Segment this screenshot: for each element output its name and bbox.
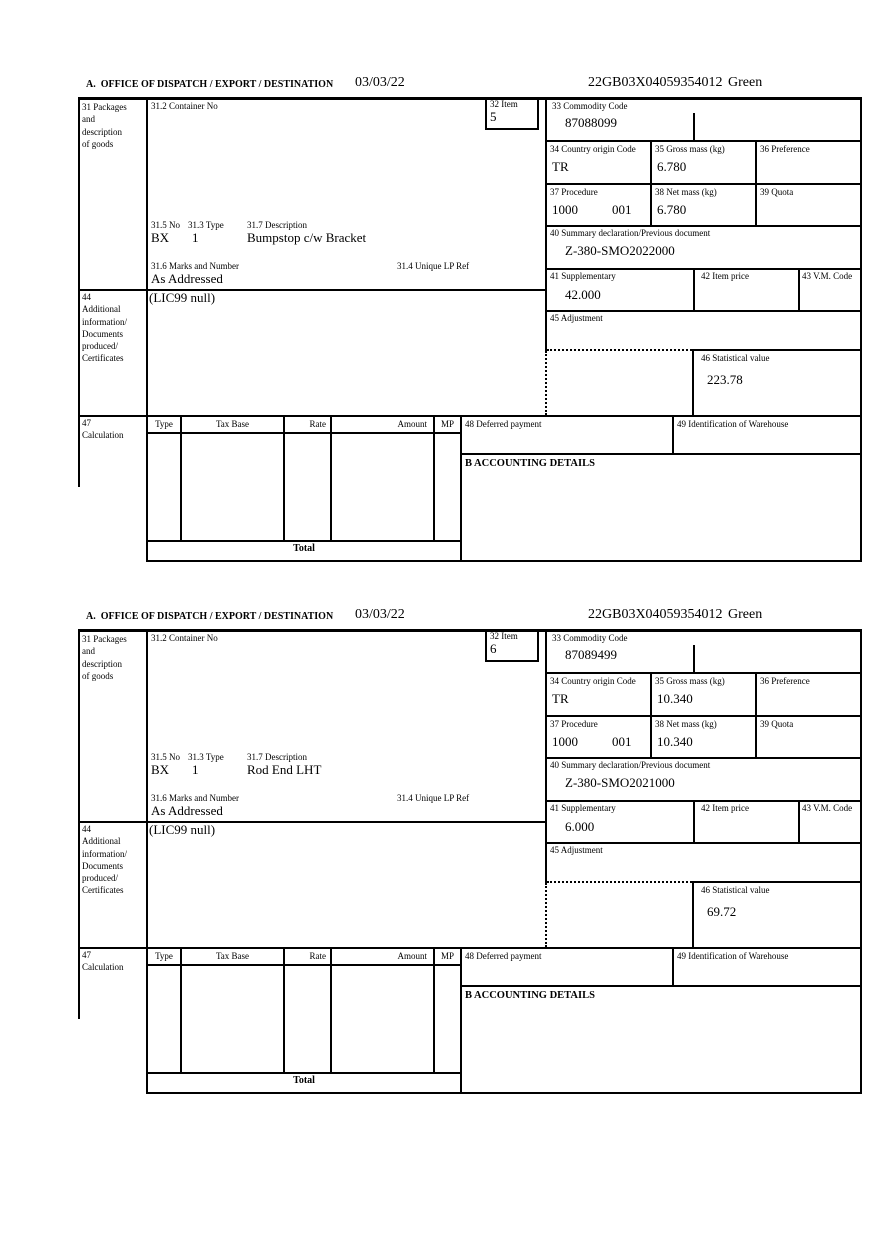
box40-bottom-line bbox=[545, 800, 862, 802]
procedure-value-2: 001 bbox=[612, 734, 632, 749]
calculation-label: 47 Calculation bbox=[82, 418, 124, 441]
item-number-value: 5 bbox=[490, 109, 497, 124]
right-border-line bbox=[860, 629, 862, 1094]
box37-row-bottom-line bbox=[545, 757, 862, 759]
right-column-divider-dotted bbox=[545, 883, 547, 947]
top-border-line bbox=[78, 629, 862, 632]
box34-row-bottom-line bbox=[545, 183, 862, 185]
country-origin-label: 34 Country origin Code bbox=[550, 676, 636, 686]
dispatch-date: 03/03/22 bbox=[355, 607, 405, 622]
goods-description-label: 31.7 Description bbox=[247, 220, 307, 230]
declaration-item-section bbox=[0, 70, 882, 570]
box42-box43-divider bbox=[798, 268, 800, 310]
gross-mass-label: 35 Gross mass (kg) bbox=[655, 676, 725, 686]
net-mass-value: 10.340 bbox=[657, 734, 693, 749]
commodity-code-value: 87088099 bbox=[565, 115, 617, 130]
supplementary-label: 41 Supplementary bbox=[550, 803, 616, 813]
total-label: Total bbox=[293, 1075, 315, 1086]
country-origin-value: TR bbox=[552, 691, 569, 706]
additional-information-value: (LIC99 null) bbox=[149, 290, 216, 305]
marks-and-number-value: As Addressed bbox=[151, 271, 223, 286]
box41-row-bottom-line bbox=[545, 842, 862, 844]
item-number-value: 6 bbox=[490, 641, 497, 656]
packages-type-value: 1 bbox=[192, 762, 199, 777]
packages-type-value: 1 bbox=[192, 230, 199, 245]
item-label: 32 Item bbox=[490, 99, 518, 109]
packages-no-value: BX bbox=[151, 230, 170, 245]
box42-box43-divider bbox=[798, 800, 800, 842]
packages-no-label: 31.5 No bbox=[151, 752, 180, 762]
box34-box35-divider bbox=[650, 140, 652, 225]
box35-box36-divider bbox=[755, 140, 757, 225]
calc-col-amount: Amount bbox=[397, 951, 427, 961]
commodity-code-value: 87089499 bbox=[565, 647, 617, 662]
dispatch-date: 03/03/22 bbox=[355, 75, 405, 90]
statistical-value: 223.78 bbox=[707, 372, 743, 387]
declaration-reference: 22GB03X04059354012 bbox=[588, 607, 723, 622]
calc-cells-bottom-line bbox=[146, 540, 462, 542]
warehouse-id-label: 49 Identification of Warehouse bbox=[677, 951, 789, 961]
procedure-value-2: 001 bbox=[612, 202, 632, 217]
additional-information-label: 44 Additional information/ Documents produced/ Certificates bbox=[82, 292, 127, 364]
box46-left-line bbox=[692, 349, 694, 415]
supplementary-value: 42.000 bbox=[565, 287, 601, 302]
left-border-line bbox=[78, 97, 80, 487]
right-border-line bbox=[860, 97, 862, 562]
box41-box42-divider bbox=[693, 800, 695, 842]
calc-col-rate: Rate bbox=[309, 951, 326, 961]
commodity-code-label: 33 Commodity Code bbox=[552, 101, 628, 111]
country-origin-label: 34 Country origin Code bbox=[550, 144, 636, 154]
summary-declaration-label: 40 Summary declaration/Previous document bbox=[550, 760, 711, 770]
box47-row-top-line bbox=[78, 947, 862, 949]
vm-code-label: 43 V.M. Code bbox=[802, 271, 853, 281]
adjustment-label: 45 Adjustment bbox=[550, 845, 603, 855]
box46-top-line bbox=[692, 349, 862, 351]
deferred-payment-label: 48 Deferred payment bbox=[465, 951, 542, 961]
preference-label: 36 Preference bbox=[760, 676, 810, 686]
net-mass-label: 38 Net mass (kg) bbox=[655, 187, 717, 197]
box34-row-bottom-line bbox=[545, 715, 862, 717]
total-label: Total bbox=[293, 543, 315, 554]
net-mass-value: 6.780 bbox=[657, 202, 687, 217]
box33-bottom-line bbox=[545, 140, 862, 142]
box45-bottom-dotted-line bbox=[547, 881, 692, 883]
item-number-box bbox=[485, 629, 539, 662]
goods-description-value: Bumpstop c/w Bracket bbox=[247, 230, 367, 245]
calc-col-amount: Amount bbox=[397, 419, 427, 429]
calc-col-tax-base: Tax Base bbox=[215, 951, 250, 961]
item-label: 32 Item bbox=[490, 631, 518, 641]
marks-and-number-label: 31.6 Marks and Number bbox=[151, 793, 239, 803]
procedure-label: 37 Procedure bbox=[550, 187, 598, 197]
container-no-label: 31.2 Container No bbox=[151, 633, 218, 643]
box46-top-line bbox=[692, 881, 862, 883]
box41-box42-divider bbox=[693, 268, 695, 310]
calc-col-mp: MP bbox=[440, 419, 454, 429]
declaration-item-section bbox=[0, 602, 882, 1102]
box33-inner-divider bbox=[693, 113, 695, 140]
gross-mass-value: 6.780 bbox=[657, 159, 687, 174]
additional-information-value: (LIC99 null) bbox=[149, 822, 216, 837]
preference-label: 36 Preference bbox=[760, 144, 810, 154]
calc-col-rate: Rate bbox=[309, 419, 326, 429]
label-column-divider bbox=[146, 97, 148, 562]
supplementary-value: 6.000 bbox=[565, 819, 595, 834]
label-column-divider bbox=[146, 629, 148, 1094]
calc-col-mp: MP bbox=[440, 951, 454, 961]
box35-box36-divider bbox=[755, 672, 757, 757]
box37-row-bottom-line bbox=[545, 225, 862, 227]
adjustment-label: 45 Adjustment bbox=[550, 313, 603, 323]
calc-header-underline bbox=[146, 964, 462, 966]
packages-no-value: BX bbox=[151, 762, 170, 777]
quota-label: 39 Quota bbox=[760, 719, 794, 729]
unique-lp-ref-label: 31.4 Unique LP Ref bbox=[397, 261, 470, 271]
item-price-label: 42 Item price bbox=[701, 803, 749, 813]
unique-lp-ref-label: 31.4 Unique LP Ref bbox=[397, 793, 470, 803]
packages-type-label: 31.3 Type bbox=[188, 752, 224, 762]
net-mass-label: 38 Net mass (kg) bbox=[655, 719, 717, 729]
accounting-details-label: B ACCOUNTING DETAILS bbox=[465, 990, 595, 1001]
item-price-label: 42 Item price bbox=[701, 271, 749, 281]
packages-type-label: 31.3 Type bbox=[188, 220, 224, 230]
office-of-dispatch-label: A. OFFICE OF DISPATCH / EXPORT / DESTINATION bbox=[86, 611, 334, 622]
right-column-divider bbox=[545, 97, 547, 351]
box34-box35-divider bbox=[650, 672, 652, 757]
packages-description-label: 31 Packages and description of goods bbox=[82, 634, 127, 681]
box40-bottom-line bbox=[545, 268, 862, 270]
commodity-code-label: 33 Commodity Code bbox=[552, 633, 628, 643]
bottom-border-line bbox=[146, 560, 862, 562]
left-border-line bbox=[78, 629, 80, 1019]
calculation-label: 47 Calculation bbox=[82, 950, 124, 973]
statistical-value: 69.72 bbox=[707, 904, 737, 919]
summary-declaration-label: 40 Summary declaration/Previous document bbox=[550, 228, 711, 238]
box48-box49-divider bbox=[672, 415, 674, 453]
goods-description-value: Rod End LHT bbox=[247, 762, 322, 777]
quota-label: 39 Quota bbox=[760, 187, 794, 197]
goods-description-label: 31.7 Description bbox=[247, 752, 307, 762]
routing-status: Green bbox=[728, 607, 763, 622]
box48-bottom-line bbox=[460, 985, 862, 987]
calc-col-tax-base: Tax Base bbox=[215, 419, 250, 429]
box48-box49-divider bbox=[672, 947, 674, 985]
previous-document-value: Z-380-SMO2021000 bbox=[565, 775, 675, 790]
bottom-border-line bbox=[146, 1092, 862, 1094]
box33-inner-divider bbox=[693, 645, 695, 672]
vm-code-label: 43 V.M. Code bbox=[802, 803, 853, 813]
procedure-label: 37 Procedure bbox=[550, 719, 598, 729]
container-no-label: 31.2 Container No bbox=[151, 101, 218, 111]
previous-document-value: Z-380-SMO2022000 bbox=[565, 243, 675, 258]
calc-cells-bottom-line bbox=[146, 1072, 462, 1074]
right-column-divider bbox=[545, 629, 547, 883]
marks-and-number-label: 31.6 Marks and Number bbox=[151, 261, 239, 271]
packages-no-label: 31.5 No bbox=[151, 220, 180, 230]
statistical-value-label: 46 Statistical value bbox=[701, 885, 770, 895]
warehouse-id-label: 49 Identification of Warehouse bbox=[677, 419, 789, 429]
box45-bottom-dotted-line bbox=[547, 349, 692, 351]
country-origin-value: TR bbox=[552, 159, 569, 174]
box41-row-bottom-line bbox=[545, 310, 862, 312]
calc-col-type: Type bbox=[155, 419, 173, 429]
calc-col-type: Type bbox=[155, 951, 173, 961]
gross-mass-label: 35 Gross mass (kg) bbox=[655, 144, 725, 154]
accounting-details-label: B ACCOUNTING DETAILS bbox=[465, 458, 595, 469]
packages-description-label: 31 Packages and description of goods bbox=[82, 102, 127, 149]
right-column-divider-dotted bbox=[545, 351, 547, 415]
supplementary-label: 41 Supplementary bbox=[550, 271, 616, 281]
gross-mass-value: 10.340 bbox=[657, 691, 693, 706]
top-border-line bbox=[78, 97, 862, 100]
box33-bottom-line bbox=[545, 672, 862, 674]
deferred-payment-label: 48 Deferred payment bbox=[465, 419, 542, 429]
calc-header-underline bbox=[146, 432, 462, 434]
routing-status: Green bbox=[728, 75, 763, 90]
procedure-value: 1000 bbox=[552, 734, 578, 749]
item-number-box bbox=[485, 97, 539, 130]
box48-bottom-line bbox=[460, 453, 862, 455]
marks-and-number-value: As Addressed bbox=[151, 803, 223, 818]
procedure-value: 1000 bbox=[552, 202, 578, 217]
statistical-value-label: 46 Statistical value bbox=[701, 353, 770, 363]
declaration-reference: 22GB03X04059354012 bbox=[588, 75, 723, 90]
office-of-dispatch-label: A. OFFICE OF DISPATCH / EXPORT / DESTINATION bbox=[86, 79, 334, 90]
box46-left-line bbox=[692, 881, 694, 947]
box47-row-top-line bbox=[78, 415, 862, 417]
additional-information-label: 44 Additional information/ Documents produced/ Certificates bbox=[82, 824, 127, 896]
